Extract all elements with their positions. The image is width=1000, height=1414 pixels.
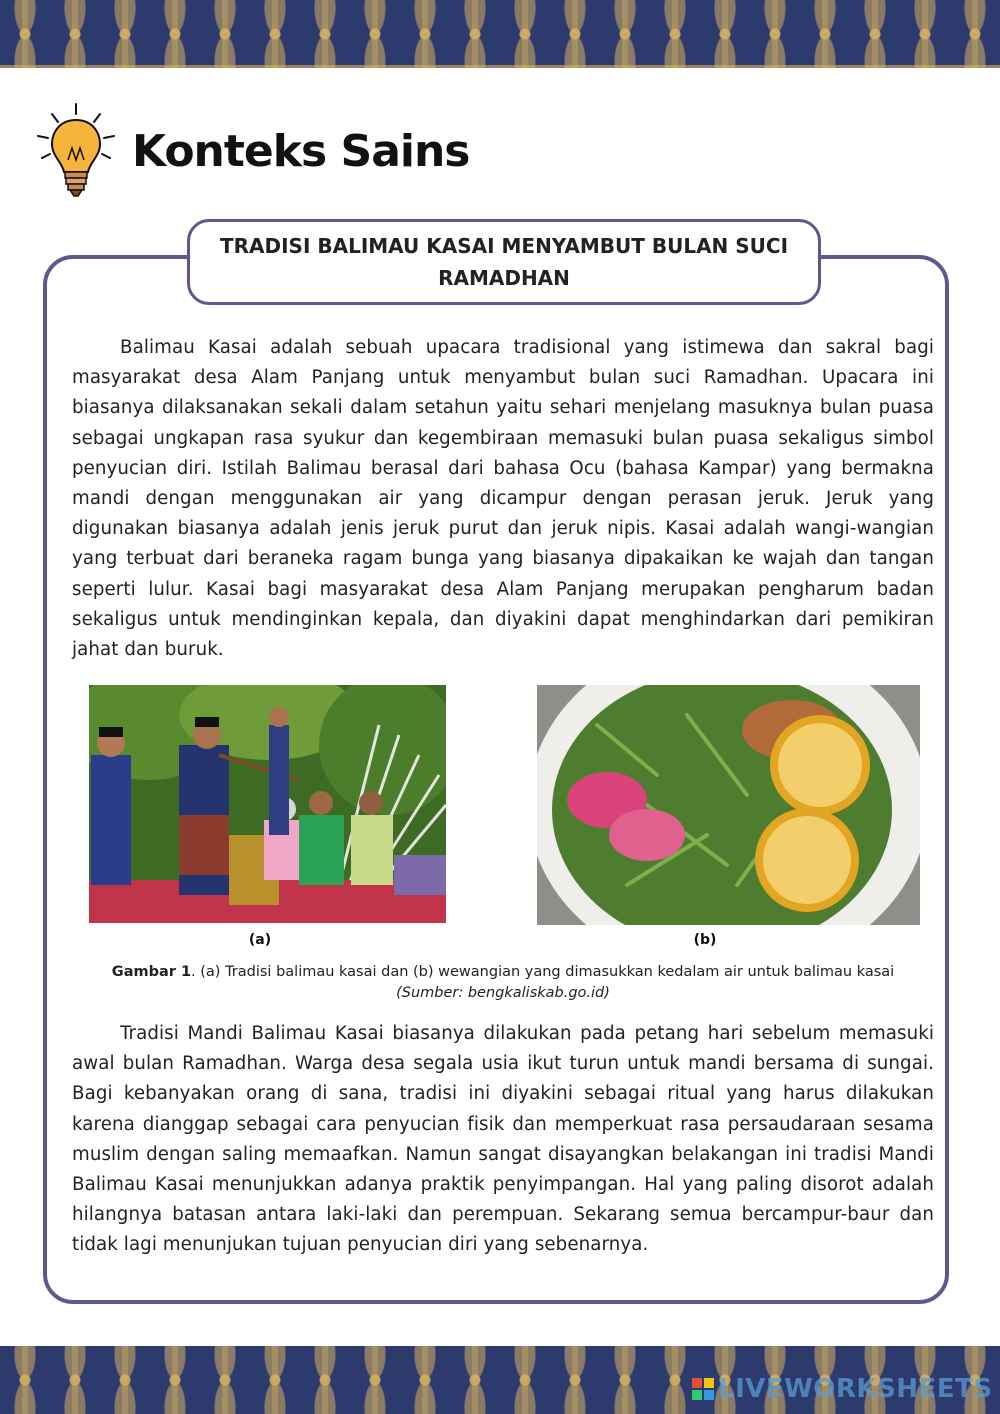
article-title: TRADISI BALIMAU KASAI MENYAMBUT BULAN SUCI RAMADHAN bbox=[219, 234, 789, 290]
figure-caption-label: Gambar 1 bbox=[111, 964, 192, 980]
figure-label-b: (b) bbox=[693, 932, 717, 948]
paragraph-2: Tradisi Mandi Balimau Kasai biasanya dilakukan pada petang hari sebelum memasuki awal bulan Ramadhan. Warga desa segala usia ikut turun untuk mandi bersama di sungai. Bagi kebanyakan orang di sana, tradisi ini diyakini sebagai ritual yang harus dilakukan karena dianggap sebagai cara penyucian fisik dan memperkuat rasa persaudaraan sesama muslim dengan saling memaafkan. Namun sangat disayangkan belakangan ini tradisi Mandi Balimau Kasai menunjukkan adanya praktik penyimpangan. Hal yang paling disorot adalah hilangnya batasan antara laki-laki dan perempuan. Sekarang semua bercampur-baur dan tidak lagi menunjukan tujuan penyucian diri yang sebenarnya. bbox=[72, 1023, 934, 1256]
figure-caption bbox=[60, 962, 946, 982]
page-title: Konteks Sains bbox=[132, 126, 470, 177]
top-decorative-band bbox=[0, 0, 1000, 68]
watermark-text: LIVEWORKSHEETS bbox=[718, 1374, 993, 1404]
paragraph-1: Balimau Kasai adalah sebuah upacara tradisional yang istimewa dan sakral bagi masyarakat desa Alam Panjang untuk menyambut bulan suci Ramadhan. Upacara ini biasanya dilaksanakan sekali dalam setahun yaitu sehari menjelang masuknya bulan puasa sebagai ungkapan rasa syukur dan kegembiraan memasuki bulan puasa sekaligus simbol penyucian diri. Istilah Balimau berasal dari bahasa Ocu (bahasa Kampar) yang bermakna mandi dengan menggunakan air yang dicampur dengan perasan jeruk. Jeruk yang digunakan biasanya adalah jenis jeruk purut dan jeruk nipis. Kasai adalah wangi-wangian yang terbuat dari beraneka ragam bunga yang biasanya dipakaikan ke wajah dan tangan seperti lulur. Kasai bagi masyarakat desa Alam Panjang merupakan pengharum badan sekaligus untuk mendinginkan kepala, dan diyakini dapat menghindarkan dari pemikiran jahat dan buruk. bbox=[72, 337, 934, 661]
article-title-box bbox=[187, 219, 821, 305]
lightbulb-icon bbox=[32, 100, 122, 200]
top-band-edge bbox=[0, 65, 1000, 68]
photo-balimau-ceremony bbox=[89, 685, 446, 923]
watermark-logo-icon bbox=[692, 1378, 714, 1400]
photo-kasai-ingredients bbox=[537, 685, 920, 925]
figure-label-a: (a) bbox=[248, 932, 272, 948]
figure-caption-text: . (a) Tradisi balimau kasai dan (b) wewangian yang dimasukkan kedalam air untuk balimau kasai bbox=[191, 964, 895, 980]
figure-source: (Sumber: bengkaliskab.go.id) bbox=[396, 985, 610, 1001]
watermark bbox=[692, 1374, 993, 1404]
